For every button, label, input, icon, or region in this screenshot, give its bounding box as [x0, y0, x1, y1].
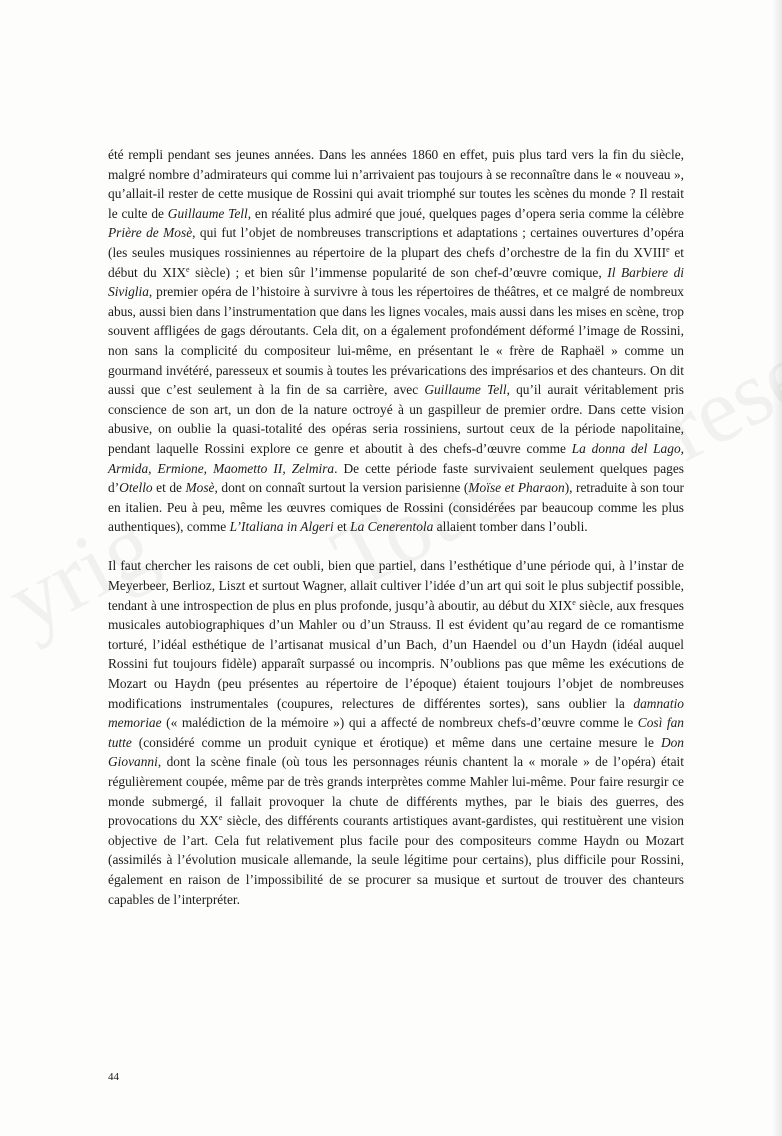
text-run: . De cette période faste survivaient seulement quelques pages d’ — [108, 460, 684, 496]
text-run: et — [333, 519, 351, 535]
text-run: , dont la scène finale (où tous les personnages réunis chantent la « morale » de l’opéra) était régulièrement coupée, même par de très grands interprètes comme Mahler lui-même. Pour faire resurgir ce monde submergé, il fallait provoquer la chute de différents mythes, par le biais des guerres, des provocations du XX — [108, 754, 684, 829]
century-superscript: e — [666, 244, 670, 254]
work-title: Don Giovanni — [108, 734, 684, 770]
text-run: , dont on connaît surtout la version parisienne ( — [214, 480, 469, 496]
work-title: Otello — [119, 480, 153, 496]
text-run: (considéré comme un produit cynique et érotique) et même dans une certaine mesure le — [131, 734, 661, 750]
text-run: siècle, aux fresques musicales autobiographiques d’un Mahler ou d’un Strauss. Il est évident qu’au regard de ce romantisme torturé, l’idéal esthétique de l’artisanat musical d’un Bach, d’un Haendel ou d’un Haydn (idéal auquel Rossini fut toujours fidèle) apparaît surpassé ou incompris. N’oublions pas que même les exécutions de Mozart ou Haydn (peu présentes au répertoire de l’époque) étaient toujours l’objet de nombreuses modifications instrumentales (coupures, relectures de différentes sortes), sans oublier la — [108, 597, 684, 711]
text-run: été rempli pendant ses jeunes années. Dans les années 1860 en effet, puis plus tard vers la fin du siècle, malgré nombre d’admirateurs qui comme lui n’arrivaient pas toujours à se reconnaître dans le « nouveau », qu’allait-il rester de cette musique de Rossini qui avait triomphé sur toutes les scènes du monde ? Il restait le culte de — [108, 147, 684, 221]
text-run: , qu’il aurait véritablement pris conscience de son art, un don de la nature octroyé à un gaspilleur de premier ordre. Dans cette vision abusive, on oublie la quasi-totalité des opéras seria rossiniens, surtout ceux de la période napolitaine, pendant laquelle Rossini explore ce genre et aboutit à des chefs-d’œuvre comme — [108, 382, 684, 456]
text-run: , qui fut l’objet de nombreuses transcriptions et adaptations ; certaines ouvertures d’opéra (les seules musiques rossiniennes au répertoire de la plupart des chefs d’orchestre de la fin du XVIII — [108, 225, 684, 260]
text-run: et de — [152, 480, 186, 496]
body-text — [108, 145, 684, 909]
century-superscript: e — [572, 597, 576, 607]
text-run: , en réalité plus admiré que joué, quelques pages d’opera seria comme la célèbre — [247, 205, 684, 221]
text-run: allaient tomber dans l’oubli. — [433, 519, 588, 535]
work-title: Guillaume Tell — [424, 382, 507, 398]
century-superscript: e — [186, 264, 190, 274]
page-number: 44 — [108, 1071, 119, 1083]
work-title: Moïse et Pharaon — [468, 480, 565, 496]
page-edge-shadow — [772, 0, 782, 1136]
century-superscript: e — [218, 813, 223, 823]
text-run: ), retraduite à son tour en italien. Peu à peu, même les œuvres comiques de Rossini (considérées par beaucoup comme les plus authentiques), comme — [108, 480, 684, 535]
text-run: siècle) ; et bien sûr l’immense popularité de son chef-d’œuvre comique, — [189, 264, 608, 280]
work-title: L’Italiana in Algeri — [229, 519, 334, 535]
work-title: Mosè — [185, 480, 215, 496]
work-title: La Cenerentola — [350, 519, 434, 535]
paragraph-1 — [108, 145, 684, 537]
paragraph-2 — [108, 556, 684, 909]
work-title: Il Barbiere di Siviglia — [108, 264, 684, 300]
text-run: et début du XIX — [108, 244, 685, 280]
text-run: , premier opéra de l’histoire à survivre à tous les répertoires de théâtres, et ce malgré de nombreux abus, aussi bien dans l’instrumentation que dans les lignes vocales, mais aussi dans les mises en scène, trop souvent affligées de gags déroutants. Cela dit, on a également profondément déformé l’image de Rossini, non sans la complicité du compositeur lui-même, en présentant le « frère de Raphaël » comme un gourmand invétéré, paresseux et soumis à toutes les prévarications des imprésarios et des chanteurs. On dit aussi que c’est seulement à la fin de sa carrière, avec — [108, 284, 684, 398]
text-run: (« malédiction de la mémoire ») qui a affecté de nombreux chefs-d’œuvre comme le — [161, 715, 638, 731]
work-title: La donna del Lago, Armida, Ermione, Maometto II, Zelmira — [108, 440, 684, 476]
text-run: siècle, des différents courants artistiques avant-gardistes, qui restituèrent une vision objective de l’art. Cela fut relativement plus facile pour des compositeurs comme Haydn ou Mozart (assimilés à l’évolution musicale allemande, la seule légitime pour certains), plus difficile pour Rossini, également en raison de l’impossibilité de se procurer sa musique et surtout de trouver des chanteurs capables de l’interpréter. — [108, 813, 684, 907]
work-title: Così fan tutte — [108, 715, 684, 750]
work-title: Prière de Mosè — [108, 225, 193, 241]
text-run: Il faut chercher les raisons de cet oubli, bien que partiel, dans l’esthétique d’une période qui, à l’instar de Meyerbeer, Berlioz, Liszt et surtout Wagner, allait cultiver l’idée d’un art qui soit le plus subjectif possible, tendant à une introspection de plus en plus profonde, jusqu’à aboutir, au début du XIX — [108, 558, 684, 613]
latin-phrase: damnatio memoriae — [108, 695, 684, 731]
work-title: Guillaume Tell — [167, 205, 248, 221]
